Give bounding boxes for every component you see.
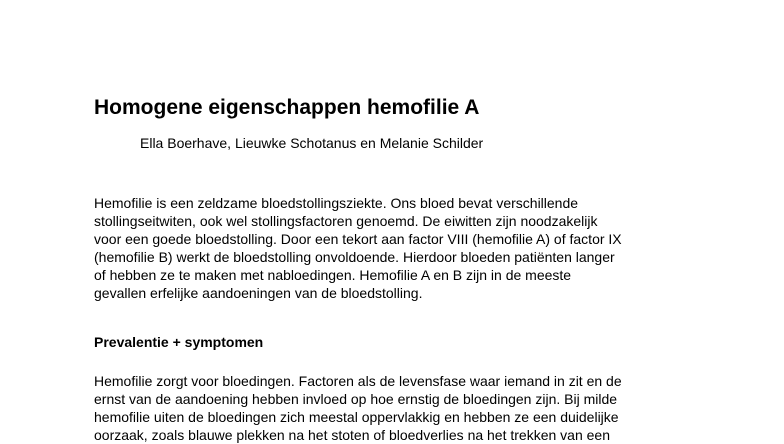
intro-paragraph <box>94 194 734 302</box>
paragraph-line: gevallen erfelijke aandoeningen van de bloedstolling. <box>94 285 423 301</box>
document-title: Homogene eigenschappen hemofilie A <box>94 96 480 119</box>
paragraph-line: oorzaak, zoals blauwe plekken na het stoten of bloedverlies na het trekken van een <box>94 427 610 443</box>
paragraph-line: ernst van de aandoening hebben invloed op hoe ernstig de bloedingen zijn. Bij milde <box>94 391 618 407</box>
paragraph-line: (hemofilie B) werkt de bloedstolling onvoldoende. Hierdoor bloeden patiënten langer <box>94 249 615 265</box>
document-authors: Ella Boerhave, Lieuwke Schotanus en Melanie Schilder <box>140 135 484 151</box>
paragraph-line: of hebben ze te maken met nabloedingen. Hemofilie A en B zijn in de meeste <box>94 267 572 283</box>
paragraph-line: stollingseitwiten, ook wel stollingsfactoren genoemd. De eiwitten zijn noodzakelijk <box>94 213 598 229</box>
section-paragraph <box>94 372 734 444</box>
paragraph-line: hemofilie uiten de bloedingen zich meestal oppervlakkig en hebben ze een duidelijke <box>94 409 619 425</box>
paragraph-line: Hemofilie zorgt voor bloedingen. Factoren als de levensfase waar iemand in zit en de <box>94 373 622 389</box>
section-heading: Prevalentie + symptomen <box>94 334 264 350</box>
paragraph-line: Hemofilie is een zeldzame bloedstollingsziekte. Ons bloed bevat verschillende <box>94 195 579 211</box>
paragraph-line: voor een goede bloedstolling. Door een tekort aan factor VIII (hemofilie A) of factor IX <box>94 231 622 247</box>
